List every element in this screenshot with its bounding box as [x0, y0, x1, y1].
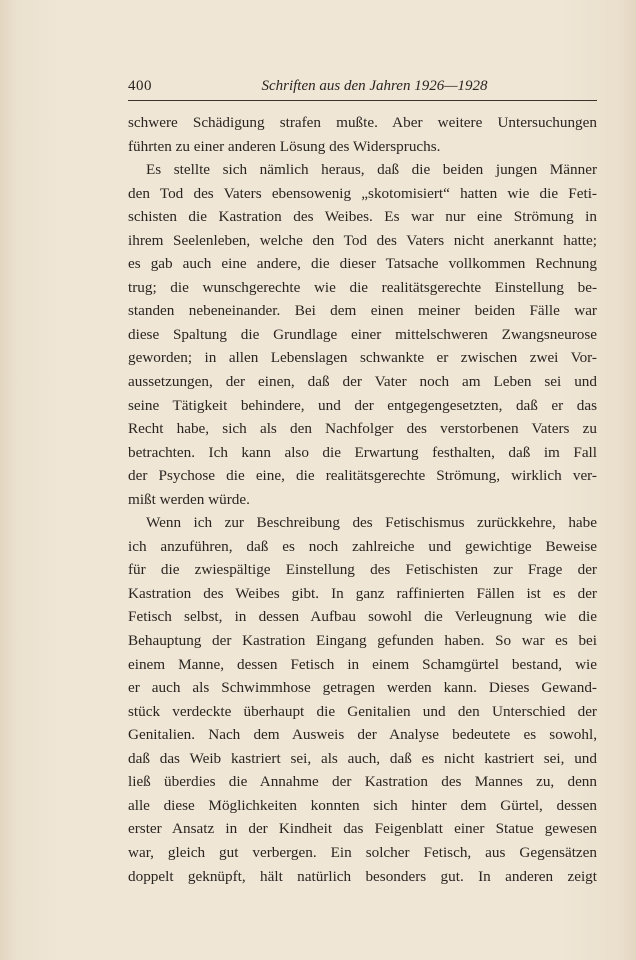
header-rule	[128, 100, 597, 101]
text-line: seine Tätigkeit behindere, und der entgegengesetzten, daß er das	[128, 396, 597, 414]
text-line: ließ überdies die Annahme der Kastration des Mannes zu, denn	[128, 773, 597, 791]
text-line: den Tod des Vaters ebensowenig „skotomisiert“ hatten wie die Feti-	[128, 184, 597, 202]
text-line: schwere Schädigung strafen mußte. Aber weitere Untersuchungen	[128, 114, 597, 131]
paragraph	[128, 511, 597, 888]
text-line: Genitalien. Nach dem Ausweis der Analyse bedeutete es sowohl,	[128, 726, 597, 744]
text-line: alle diese Möglichkeiten konnten sich hinter dem Gürtel, dessen	[128, 796, 597, 814]
text-line: betrachten. Ich kann also die Erwartung festhalten, daß im Fall	[128, 443, 597, 461]
text-line: stück verdeckte überhaupt die Genitalien und den Unterschied der	[128, 702, 597, 720]
text-line: trug; die wunschgerechte wie die realitätsgerechte Einstellung be-	[128, 278, 597, 296]
text-line: diese Spaltung die Grundlage einer mittelschweren Zwangsneurose	[128, 325, 597, 343]
text-line: standen nebeneinander. Bei dem einen meiner beiden Fälle war	[128, 302, 597, 320]
text-line: ich anzuführen, daß es noch zahlreiche und gewichtige Beweise	[128, 537, 597, 555]
text-line: Fetisch selbst, in dessen Aufbau sowohl die Verleugnung wie die	[128, 608, 597, 626]
text-line: mißt werden würde.	[128, 490, 250, 508]
page-number: 400	[128, 78, 152, 94]
text-line: er auch als Schwimmhose getragen werden kann. Dieses Gewand-	[128, 679, 597, 697]
text-line: doppelt geknüpft, hält natürlich besonders gut. In anderen zeigt	[128, 867, 597, 885]
paragraph	[128, 111, 597, 158]
text-line: Recht habe, sich als den Nachfolger des verstorbenen Vaters zu	[128, 420, 597, 438]
text-line: Behauptung der Kastration Eingang gefunden haben. So war es bei	[128, 632, 597, 650]
text-line: aussetzungen, der einen, daß der Vater noch am Leben sei und	[128, 373, 597, 391]
text-line: Kastration des Weibes gibt. In ganz raffinierten Fällen ist es der	[128, 584, 597, 602]
text-line: ihrem Seelenleben, welche den Tod des Vaters nicht anerkannt hatte;	[128, 231, 597, 249]
page-header	[128, 78, 597, 98]
text-line: schisten die Kastration des Weibes. Es war nur eine Strömung in	[128, 208, 597, 226]
body-text	[128, 111, 597, 888]
text-line: der Psychose die eine, die realitätsgerechte Strömung, wirklich ver-	[128, 467, 597, 485]
text-line: geworden; in allen Lebenslagen schwankte er zwischen zwei Vor-	[128, 349, 597, 367]
text-line: daß das Weib kastriert sei, als auch, daß es nicht kastriert sei, und	[128, 749, 597, 767]
text-line: war, gleich gut verbergen. Ein solcher Fetisch, aus Gegensätzen	[128, 843, 597, 861]
text-line: für die zwiespältige Einstellung des Fetischisten zur Frage der	[128, 561, 597, 579]
running-title: Schriften aus den Jahren 1926—1928	[261, 78, 488, 94]
text-line: Es stellte sich nämlich heraus, daß die beiden jungen Männer	[146, 161, 597, 179]
text-line: führten zu einer anderen Lösung des Widerspruchs.	[128, 137, 441, 155]
text-line: einem Manne, dessen Fetisch in einem Schamgürtel bestand, wie	[128, 655, 597, 673]
paragraph	[128, 158, 597, 511]
text-line: es gab auch eine andere, die dieser Tatsache vollkommen Rechnung	[128, 255, 597, 273]
text-line: Wenn ich zur Beschreibung des Fetischismus zurückkehre, habe	[146, 514, 597, 532]
text-line: erster Ansatz in der Kindheit das Feigenblatt einer Statue gewesen	[128, 820, 597, 838]
